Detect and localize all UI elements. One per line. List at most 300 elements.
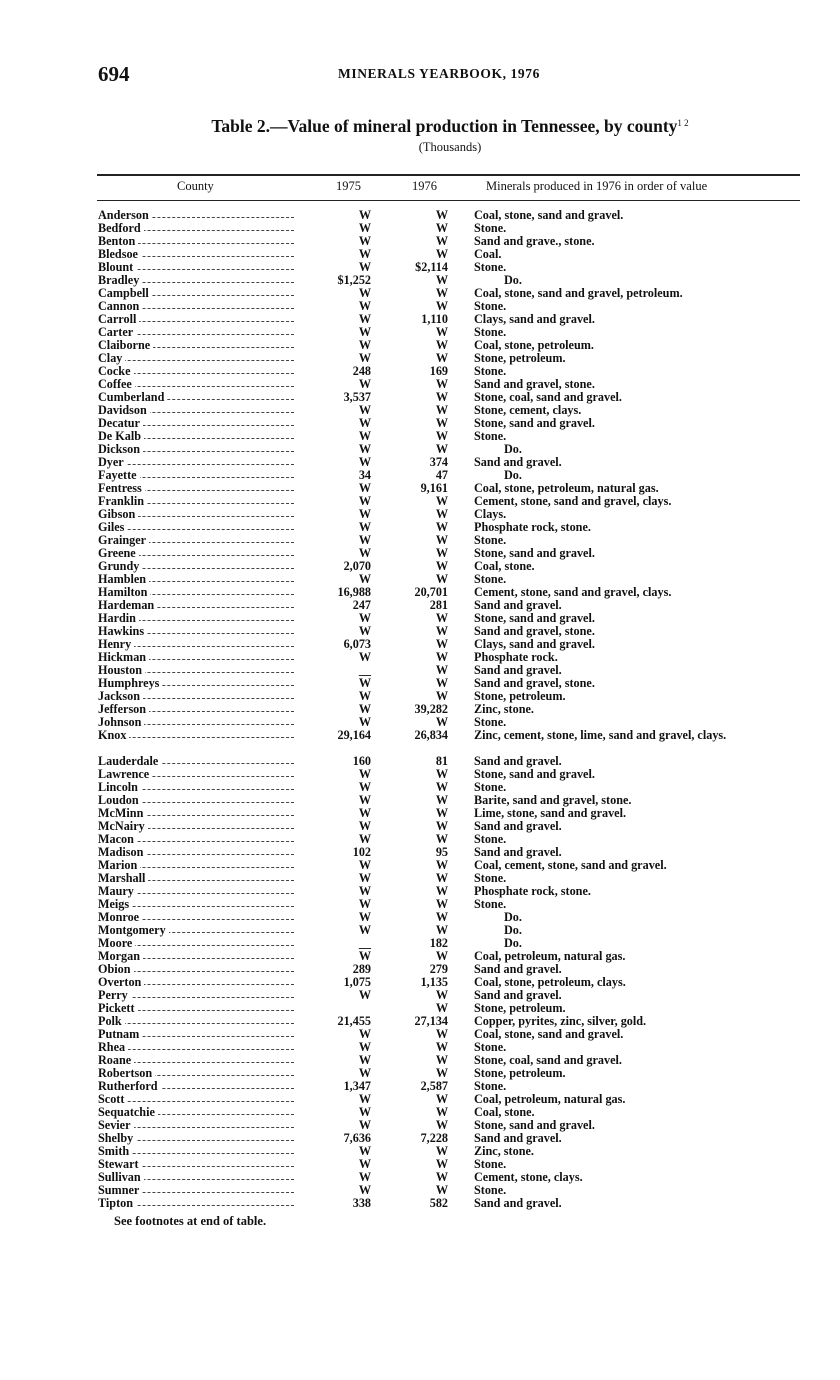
value-1975-cell: W: [358, 403, 371, 417]
county-cell: Roane: [98, 1054, 134, 1067]
county-cell: Sumner: [98, 1184, 142, 1197]
county-cell: Bedford: [98, 222, 144, 235]
county-cell: De Kalb: [98, 430, 144, 443]
minerals-cell: Stone.: [474, 364, 507, 378]
value-1976-cell: 182: [429, 936, 448, 950]
minerals-cell: Coal, stone, sand and gravel.: [474, 1027, 624, 1041]
county-cell: Henry: [98, 638, 134, 651]
value-1976-cell: W: [435, 533, 448, 547]
value-1976-cell: W: [435, 624, 448, 638]
value-1975-cell: W: [358, 429, 371, 443]
minerals-cell: Phosphate rock, stone.: [474, 520, 591, 534]
value-1976-cell: W: [435, 1040, 448, 1054]
county-cell: Carroll: [98, 313, 139, 326]
county-cell: Rhea: [98, 1041, 128, 1054]
minerals-cell: Stone.: [474, 260, 507, 274]
value-1975-cell: W: [358, 676, 371, 690]
minerals-cell: Coal, stone, petroleum.: [474, 338, 594, 352]
value-1976-cell: 20,701: [414, 585, 448, 599]
running-head: MINERALS YEARBOOK, 1976: [338, 66, 540, 81]
value-1976-cell: W: [435, 208, 448, 222]
county-cell: Moore: [98, 937, 135, 950]
county-cell: Obion: [98, 963, 134, 976]
county-cell: Jackson: [98, 690, 143, 703]
county-cell: Overton: [98, 976, 144, 989]
value-1976-cell: W: [435, 611, 448, 625]
value-1976-cell: W: [435, 546, 448, 560]
value-1975-cell: W: [358, 767, 371, 781]
value-1975-cell: W: [358, 1092, 371, 1106]
value-1975-cell: W: [358, 1066, 371, 1080]
value-1975-cell: W: [358, 260, 371, 274]
county-cell: Hamblen: [98, 573, 149, 586]
minerals-cell: Do.: [504, 936, 522, 950]
value-1975-cell: W: [358, 507, 371, 521]
value-1975-cell: W: [358, 871, 371, 885]
value-1976-cell: W: [435, 442, 448, 456]
minerals-cell: Stone, sand and gravel.: [474, 416, 595, 430]
value-1975-cell: W: [358, 689, 371, 703]
value-1976-cell: W: [435, 1118, 448, 1132]
value-1975-cell: 102: [352, 845, 371, 859]
value-1975-cell: W: [358, 416, 371, 430]
value-1975-cell: W: [358, 897, 371, 911]
value-1975-cell: W: [358, 481, 371, 495]
minerals-cell: Zinc, stone.: [474, 1144, 534, 1158]
value-1975-cell: W: [358, 312, 371, 326]
minerals-cell: Stone.: [474, 1183, 507, 1197]
value-1976-cell: W: [435, 338, 448, 352]
value-1975-cell: W: [358, 208, 371, 222]
county-cell: Stewart: [98, 1158, 142, 1171]
county-cell: Dickson: [98, 443, 143, 456]
page-number: 694: [98, 62, 130, 86]
value-1976-cell: W: [435, 1027, 448, 1041]
value-1975-cell: 160: [352, 754, 371, 768]
minerals-cell: Sand and gravel.: [474, 988, 562, 1002]
county-cell: Gibson: [98, 508, 138, 521]
value-1975-cell: W: [358, 624, 371, 638]
value-1975-cell: W: [358, 702, 371, 716]
minerals-cell: Stone.: [474, 715, 507, 729]
county-cell: Hamilton: [98, 586, 150, 599]
value-1975-cell: W: [358, 286, 371, 300]
minerals-cell: Coal, stone.: [474, 1105, 535, 1119]
minerals-cell: Stone.: [474, 325, 507, 339]
value-1975-cell: W: [358, 455, 371, 469]
minerals-cell: Coal, petroleum, natural gas.: [474, 1092, 626, 1106]
minerals-cell: Coal, stone.: [474, 559, 535, 573]
value-1976-cell: W: [435, 1066, 448, 1080]
county-cell: Campbell: [98, 287, 152, 300]
value-1976-cell: 81: [435, 754, 448, 768]
value-1976-cell: W: [435, 767, 448, 781]
value-1975-cell: W: [358, 377, 371, 391]
county-cell: McNairy: [98, 820, 148, 833]
value-1975-cell: W: [358, 884, 371, 898]
minerals-cell: Stone, petroleum.: [474, 1001, 566, 1015]
minerals-cell: Stone.: [474, 221, 507, 235]
table-row: [0, 729, 840, 755]
value-1975-cell: W: [358, 910, 371, 924]
county-cell: Meigs: [98, 898, 132, 911]
value-1975-cell: W: [358, 520, 371, 534]
county-cell: Sullivan: [98, 1171, 144, 1184]
value-1975-cell: W: [358, 1157, 371, 1171]
value-1976-cell: W: [435, 832, 448, 846]
county-cell: Hickman: [98, 651, 149, 664]
minerals-cell: Coal.: [474, 247, 502, 261]
county-cell: Macon: [98, 833, 137, 846]
value-1976-cell: 95: [435, 845, 448, 859]
value-1976-cell: 2,587: [420, 1079, 448, 1093]
minerals-cell: Sand and gravel.: [474, 819, 562, 833]
column-header-minerals: Minerals produced in 1976 in order of value: [486, 179, 708, 193]
county-cell: Cannon: [98, 300, 142, 313]
value-1976-cell: 9,161: [420, 481, 448, 495]
value-1976-cell: W: [435, 949, 448, 963]
county-cell: Madison: [98, 846, 146, 859]
value-1975-cell: 338: [352, 1196, 371, 1210]
county-cell: Smith: [98, 1145, 132, 1158]
minerals-cell: Sand and gravel.: [474, 1196, 562, 1210]
footnote-note: See footnotes at end of table.: [114, 1214, 267, 1228]
minerals-cell: Barite, sand and gravel, stone.: [474, 793, 632, 807]
dot-leader: [98, 464, 294, 465]
minerals-cell: Stone, sand and gravel.: [474, 1118, 595, 1132]
value-1976-cell: 279: [429, 962, 448, 976]
value-1976-cell: W: [435, 897, 448, 911]
minerals-cell: Phosphate rock, stone.: [474, 884, 591, 898]
value-1975-cell: W: [358, 546, 371, 560]
table-header-rule: [97, 200, 800, 201]
value-1975-cell: 6,073: [343, 637, 371, 651]
minerals-cell: Coal, stone, sand and gravel.: [474, 208, 624, 222]
value-1975-cell: W: [358, 949, 371, 963]
value-1975-cell: W: [358, 780, 371, 794]
value-1975-cell: W: [358, 1118, 371, 1132]
county-cell: Hawkins: [98, 625, 147, 638]
value-1976-cell: W: [435, 351, 448, 365]
county-cell: Anderson: [98, 209, 152, 222]
minerals-cell: Sand and gravel, stone.: [474, 377, 595, 391]
minerals-cell: Stone, coal, sand and gravel.: [474, 1053, 622, 1067]
dot-leader: [98, 360, 294, 361]
value-1976-cell: W: [435, 871, 448, 885]
county-cell: Fentress: [98, 482, 145, 495]
county-cell: Robertson: [98, 1067, 155, 1080]
value-1976-cell: W: [435, 806, 448, 820]
minerals-cell: Stone.: [474, 429, 507, 443]
value-1976-cell: 582: [429, 1196, 448, 1210]
county-cell: Tipton: [98, 1197, 136, 1210]
minerals-cell: Do.: [504, 910, 522, 924]
value-1975-cell: W: [358, 299, 371, 313]
value-1976-cell: 47: [435, 468, 448, 482]
minerals-cell: Do.: [504, 442, 522, 456]
county-cell: Fayette: [98, 469, 140, 482]
table-title: Table 2.—Value of mineral production in Tennessee, by county: [211, 116, 678, 136]
value-1976-cell: W: [435, 247, 448, 261]
value-1976-cell: W: [435, 923, 448, 937]
minerals-cell: Copper, pyrites, zinc, silver, gold.: [474, 1014, 647, 1028]
minerals-cell: Sand and grave., stone.: [474, 234, 595, 248]
value-1976-cell: W: [435, 819, 448, 833]
county-cell: Scott: [98, 1093, 127, 1106]
county-cell: Monroe: [98, 911, 142, 924]
county-cell: Grundy: [98, 560, 142, 573]
table-row: [0, 1080, 840, 1093]
table-row: [0, 443, 840, 456]
county-cell: Sequatchie: [98, 1106, 158, 1119]
minerals-cell: Do.: [504, 273, 522, 287]
value-1976-cell: W: [435, 1053, 448, 1067]
value-1975-cell: $1,252: [337, 273, 371, 287]
county-cell: Pickett: [98, 1002, 138, 1015]
value-1975-cell: 1,347: [343, 1079, 371, 1093]
value-1976-cell: W: [435, 1157, 448, 1171]
value-1976-cell: 281: [429, 598, 448, 612]
county-cell: Lawrence: [98, 768, 152, 781]
minerals-cell: Clays, sand and gravel.: [474, 312, 595, 326]
value-1976-cell: W: [435, 1001, 448, 1015]
county-cell: Carter: [98, 326, 136, 339]
county-cell: Polk: [98, 1015, 125, 1028]
value-1976-cell: 7,228: [420, 1131, 448, 1145]
county-cell: Hardeman: [98, 599, 157, 612]
value-1975-cell: W: [358, 351, 371, 365]
value-1975-cell: 7,636: [343, 1131, 371, 1145]
minerals-cell: Zinc, cement, stone, lime, sand and gravel, clays.: [474, 728, 727, 742]
minerals-cell: Sand and gravel.: [474, 1131, 562, 1145]
value-1975-cell: W: [358, 1144, 371, 1158]
minerals-cell: Sand and gravel.: [474, 598, 562, 612]
value-1975-cell: 3,537: [343, 390, 371, 404]
value-1975-cell: W: [358, 923, 371, 937]
value-1976-cell: W: [435, 299, 448, 313]
table-row: [0, 339, 840, 352]
column-header-1975: 1975: [336, 179, 361, 193]
table-row: [0, 508, 840, 521]
table-body: [0, 209, 840, 1210]
minerals-cell: Phosphate rock.: [474, 650, 558, 664]
value-1976-cell: 1,135: [420, 975, 448, 989]
county-cell: Grainger: [98, 534, 149, 547]
value-1975-cell: 1,075: [343, 975, 371, 989]
county-cell: Hardin: [98, 612, 139, 625]
minerals-cell: Stone.: [474, 832, 507, 846]
value-1976-cell: W: [435, 559, 448, 573]
table-row: [0, 1028, 840, 1041]
value-1975-cell: W: [358, 832, 371, 846]
county-cell: Shelby: [98, 1132, 136, 1145]
value-1976-cell: 169: [429, 364, 448, 378]
minerals-cell: Stone.: [474, 299, 507, 313]
minerals-cell: Stone.: [474, 533, 507, 547]
minerals-cell: Stone.: [474, 572, 507, 586]
minerals-cell: Cement, stone, sand and gravel, clays.: [474, 494, 672, 508]
minerals-cell: Stone.: [474, 897, 507, 911]
minerals-cell: Stone, sand and gravel.: [474, 546, 595, 560]
value-1976-cell: W: [435, 403, 448, 417]
minerals-cell: Stone.: [474, 871, 507, 885]
value-1976-cell: W: [435, 663, 448, 677]
minerals-cell: Stone, sand and gravel.: [474, 611, 595, 625]
county-cell: Loudon: [98, 794, 142, 807]
county-cell: Marshall: [98, 872, 148, 885]
value-1976-cell: W: [435, 715, 448, 729]
value-1976-cell: W: [435, 429, 448, 443]
county-cell: Lincoln: [98, 781, 141, 794]
value-1975-cell: 29,164: [337, 728, 371, 742]
value-1975-cell: W: [358, 1040, 371, 1054]
minerals-cell: Sand and gravel, stone.: [474, 676, 595, 690]
value-1976-cell: W: [435, 286, 448, 300]
value-1976-cell: W: [435, 507, 448, 521]
value-1975-cell: 247: [352, 598, 371, 612]
value-1976-cell: W: [435, 988, 448, 1002]
value-1975-cell: W: [358, 819, 371, 833]
value-1976-cell: W: [435, 858, 448, 872]
value-1976-cell: 27,134: [414, 1014, 448, 1028]
county-cell: Dyer: [98, 456, 127, 469]
column-header-1976: 1976: [412, 179, 437, 193]
value-1976-cell: W: [435, 780, 448, 794]
county-cell: Marion: [98, 859, 140, 872]
minerals-cell: Stone, cement, clays.: [474, 403, 582, 417]
value-1976-cell: 26,834: [414, 728, 448, 742]
value-1976-cell: W: [435, 325, 448, 339]
county-cell: Maury: [98, 885, 137, 898]
county-cell: Decatur: [98, 417, 143, 430]
value-1975-cell: W: [358, 806, 371, 820]
table-title-block: [0, 116, 840, 137]
minerals-cell: Stone, coal, sand and gravel.: [474, 390, 622, 404]
minerals-cell: Coal, cement, stone, sand and gravel.: [474, 858, 667, 872]
value-1975-cell: 2,070: [343, 559, 371, 573]
table-row: [0, 1197, 840, 1210]
value-1976-cell: W: [435, 416, 448, 430]
value-1976-cell: W: [435, 1105, 448, 1119]
value-1975-cell: W: [358, 572, 371, 586]
column-header-county: County: [177, 179, 214, 193]
value-1976-cell: W: [435, 1092, 448, 1106]
county-cell: Franklin: [98, 495, 147, 508]
county-cell: Bradley: [98, 274, 142, 287]
value-1975-cell: W: [358, 1027, 371, 1041]
value-1975-cell: W: [358, 793, 371, 807]
table-top-rule: [97, 174, 800, 176]
value-1975-cell: W: [358, 1053, 371, 1067]
minerals-cell: Sand and gravel.: [474, 455, 562, 469]
value-1976-cell: W: [435, 637, 448, 651]
minerals-cell: Sand and gravel, stone.: [474, 624, 595, 638]
value-1975-cell: W: [358, 234, 371, 248]
minerals-cell: Do.: [504, 468, 522, 482]
county-cell: Greene: [98, 547, 139, 560]
county-cell: Putnam: [98, 1028, 142, 1041]
value-1975-cell: __: [358, 936, 371, 950]
value-1975-cell: W: [358, 494, 371, 508]
value-1976-cell: W: [435, 910, 448, 924]
value-1976-cell: $2,114: [415, 260, 448, 274]
county-cell: Johnson: [98, 716, 144, 729]
value-1976-cell: W: [435, 676, 448, 690]
county-cell: Bledsoe: [98, 248, 141, 261]
value-1975-cell: W: [358, 442, 371, 456]
minerals-cell: Cement, stone, sand and gravel, clays.: [474, 585, 672, 599]
minerals-cell: Stone.: [474, 780, 507, 794]
county-cell: Houston: [98, 664, 145, 677]
value-1975-cell: 289: [352, 962, 371, 976]
county-cell: Davidson: [98, 404, 150, 417]
county-cell: Sevier: [98, 1119, 134, 1132]
value-1976-cell: W: [435, 390, 448, 404]
minerals-cell: Stone.: [474, 1079, 507, 1093]
value-1976-cell: 374: [429, 455, 448, 469]
county-cell: Benton: [98, 235, 138, 248]
value-1975-cell: W: [358, 858, 371, 872]
value-1975-cell: __: [358, 663, 371, 677]
minerals-cell: Coal, stone, petroleum, natural gas.: [474, 481, 659, 495]
minerals-cell: Stone, sand and gravel.: [474, 767, 595, 781]
value-1976-cell: W: [435, 221, 448, 235]
title-footnote-refs: 1 2: [677, 118, 689, 128]
county-cell: Cocke: [98, 365, 134, 378]
county-cell: Rutherford: [98, 1080, 161, 1093]
value-1975-cell: W: [358, 611, 371, 625]
county-cell: Humphreys: [98, 677, 162, 690]
minerals-cell: Clays, sand and gravel.: [474, 637, 595, 651]
county-cell: Coffee: [98, 378, 135, 391]
county-cell: Montgomery: [98, 924, 169, 937]
county-cell: Perry: [98, 989, 131, 1002]
county-cell: McMinn: [98, 807, 146, 820]
minerals-cell: Cement, stone, clays.: [474, 1170, 583, 1184]
minerals-cell: Stone, petroleum.: [474, 351, 566, 365]
county-cell: Lauderdale: [98, 755, 161, 768]
minerals-cell: Coal, stone, petroleum, clays.: [474, 975, 626, 989]
value-1975-cell: W: [358, 715, 371, 729]
minerals-cell: Stone.: [474, 1157, 507, 1171]
value-1976-cell: 1,110: [421, 312, 448, 326]
value-1976-cell: W: [435, 793, 448, 807]
value-1976-cell: 39,282: [414, 702, 448, 716]
value-1975-cell: 16,988: [337, 585, 371, 599]
county-cell: Jefferson: [98, 703, 149, 716]
county-cell: Blount: [98, 261, 136, 274]
table-subtitle: (Thousands): [418, 140, 482, 154]
minerals-cell: Stone.: [474, 1040, 507, 1054]
minerals-cell: Sand and gravel.: [474, 663, 562, 677]
minerals-cell: Sand and gravel.: [474, 845, 562, 859]
county-cell: Morgan: [98, 950, 143, 963]
value-1976-cell: W: [435, 234, 448, 248]
value-1975-cell: W: [358, 338, 371, 352]
minerals-cell: Stone, petroleum.: [474, 689, 566, 703]
value-1975-cell: W: [358, 247, 371, 261]
value-1975-cell: W: [358, 1183, 371, 1197]
value-1975-cell: 21,455: [337, 1014, 371, 1028]
minerals-cell: Clays.: [474, 507, 507, 521]
county-cell: Claiborne: [98, 339, 153, 352]
value-1976-cell: W: [435, 1183, 448, 1197]
minerals-cell: Sand and gravel.: [474, 754, 562, 768]
value-1975-cell: W: [358, 221, 371, 235]
value-1976-cell: W: [435, 884, 448, 898]
value-1976-cell: W: [435, 1144, 448, 1158]
minerals-cell: Zinc, stone.: [474, 702, 534, 716]
